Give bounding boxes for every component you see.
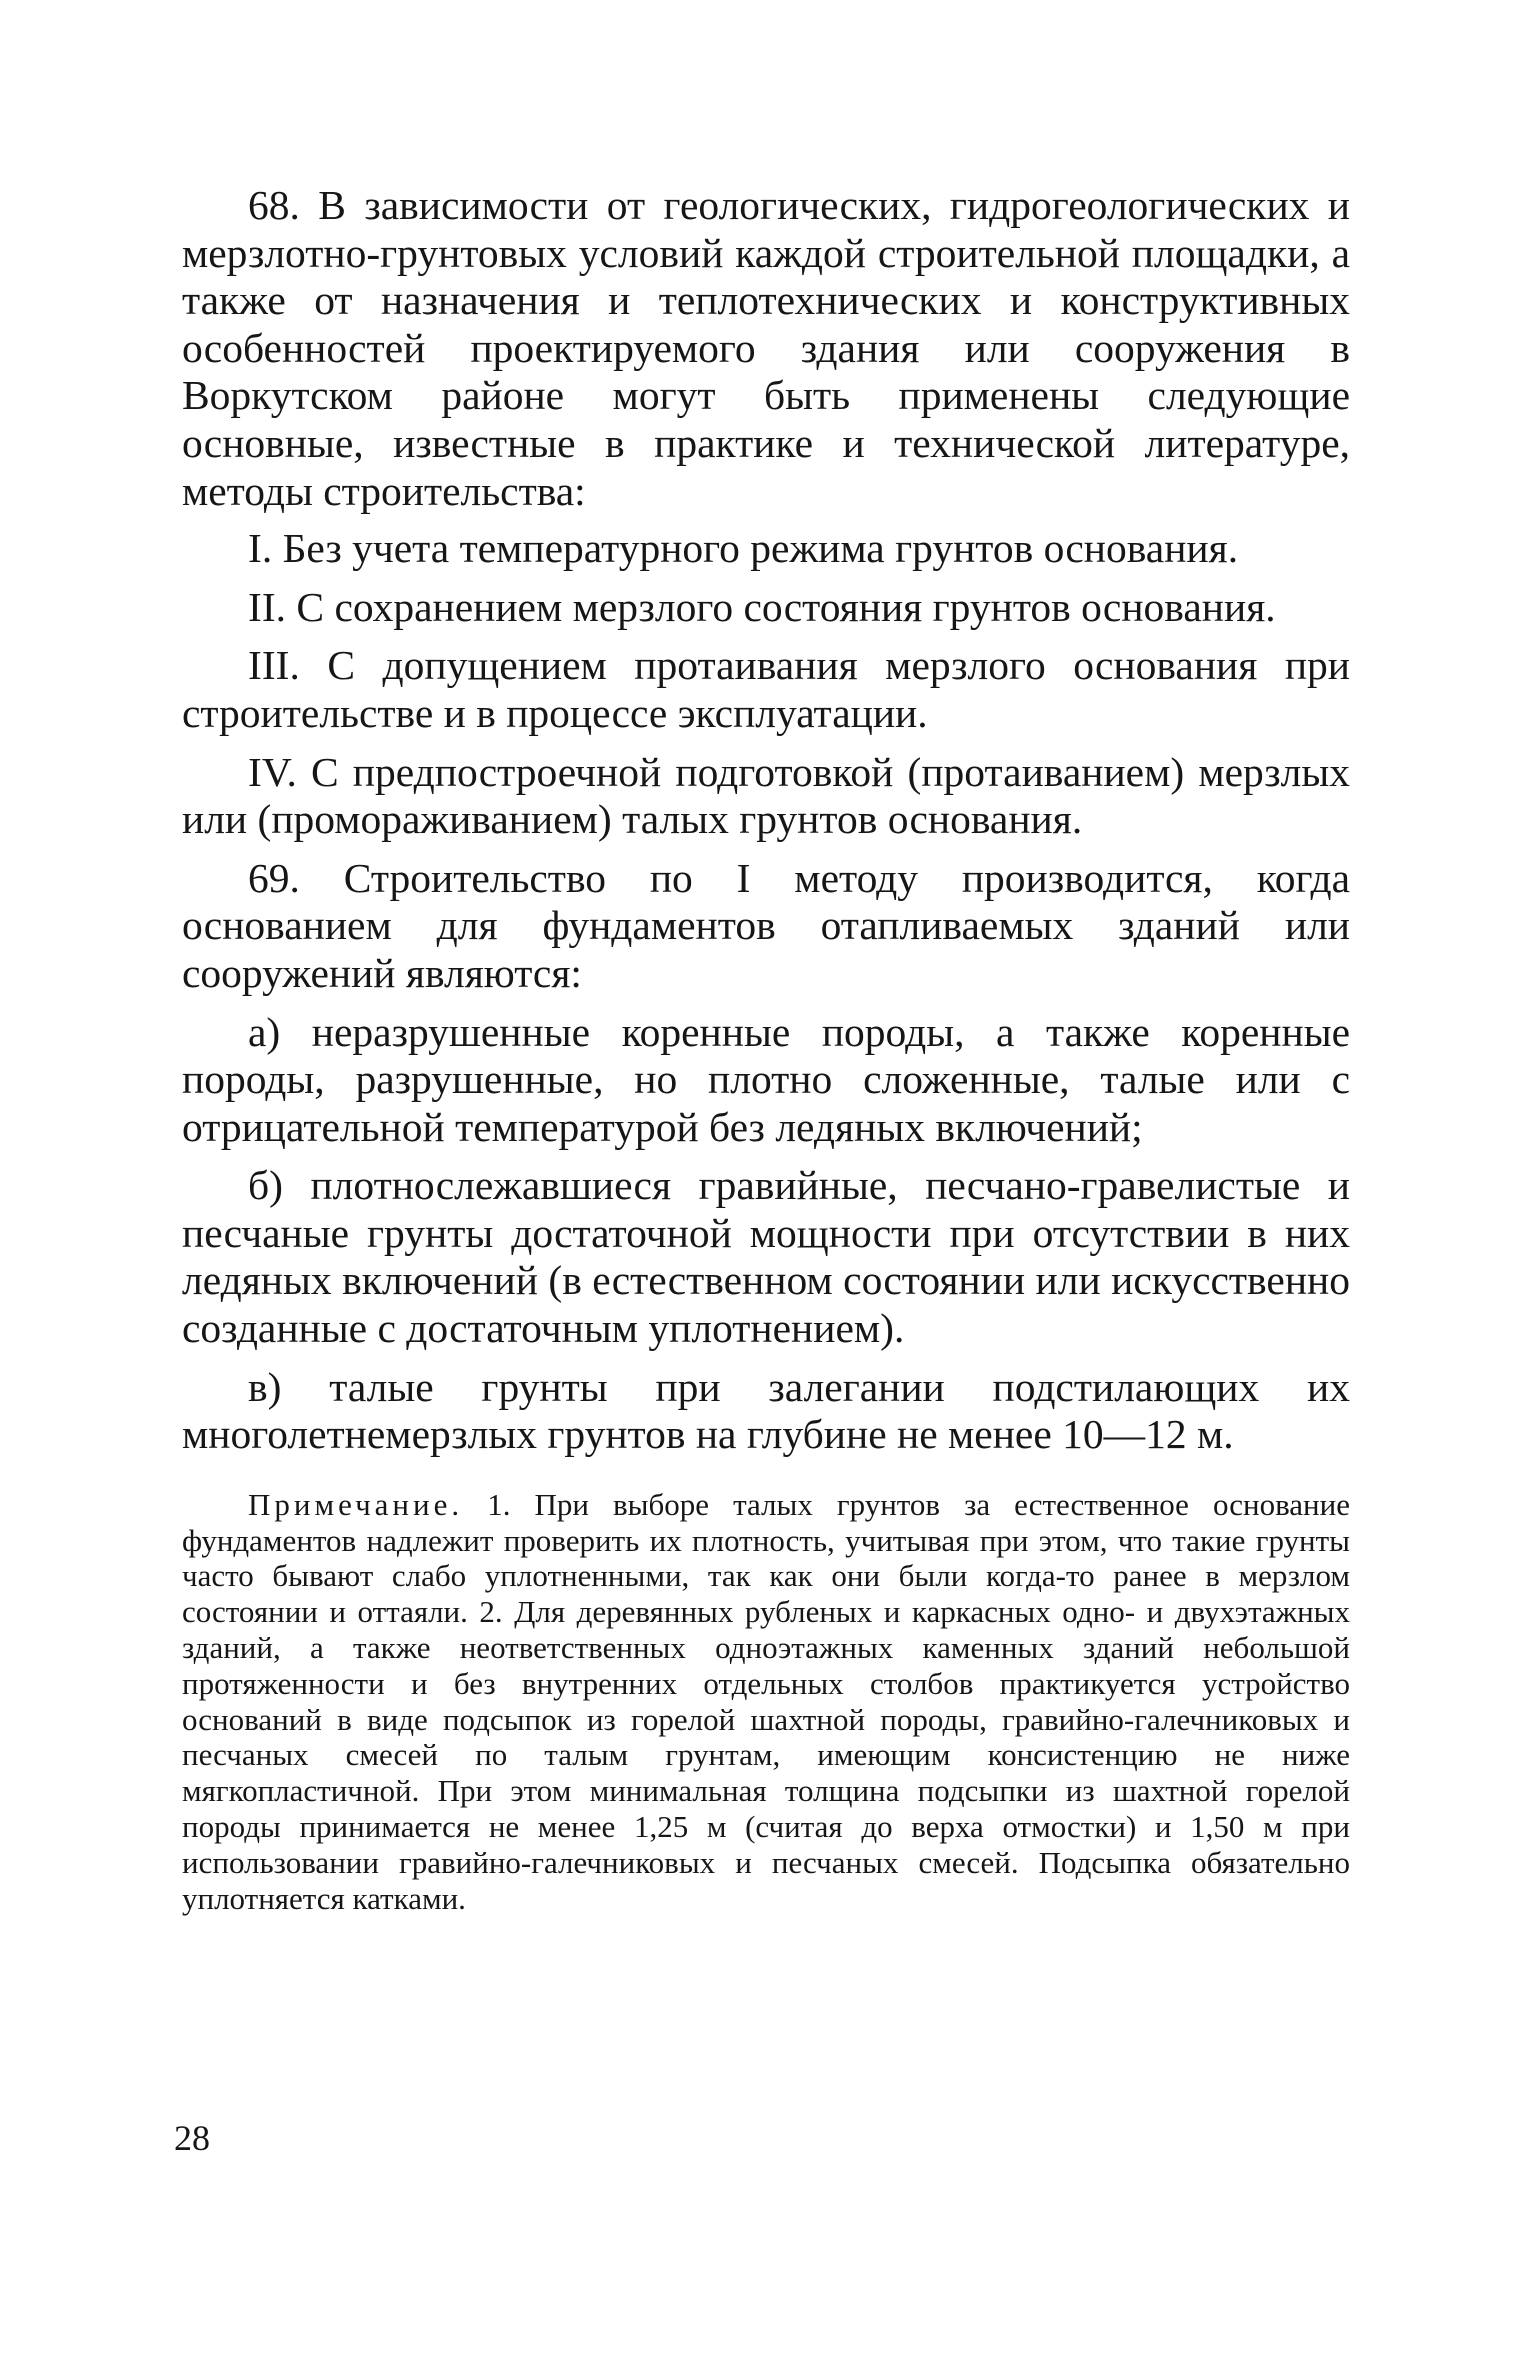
item-a: а) неразрушенные коренные породы, а также коренные породы, разрушенные, но плотно сложенные, талые или с отрицательной температурой без ледяных включений; [182, 1008, 1350, 1150]
method-1: I. Без учета температурного режима грунтов основания. [248, 525, 1239, 572]
method-2: II. С сохранением мерзлого состояния грунтов основания. [248, 583, 1276, 630]
page-body [182, 182, 1350, 1947]
method-4: IV. С предпостроечной подготовкой (протаиванием) мерзлых или (промораживанием) талых грунтов основания. [182, 748, 1350, 843]
method-3: III. С допущением протаивания мерзлого основания при строительстве и в процессе эксплуатации. [182, 642, 1350, 736]
page-number: 28 [174, 2118, 210, 2158]
paragraph-69: 69. Строительство по I методу производится, когда основанием для фундаментов отапливаемых зданий или сооружений являются: [182, 854, 1350, 996]
item-v: в) талые грунты при залегании подстилающих их многолетнемерзлых грунтов на глубине не менее 10—12 м. [182, 1363, 1350, 1458]
note-label: Примечание. [248, 1486, 464, 1522]
item-b: б) плотнослежавшиеся гравийные, песчано-гравелистые и песчаные грунты достаточной мощности при отсутствии в них ледяных включений (в естественном состоянии или искусственно созданные с достаточным уплотнением). [182, 1162, 1350, 1352]
paragraph-68: 68. В зависимости от геологических, гидрогеологических и мерзлотно-грунтовых условий каждой строительной площадки, а также от назначения и теплотехнических и конструктивных особенностей проектируемого здания или сооружения в Воркутском районе могут быть применены следующие основные, известные в практике и технической литературе, методы строительства: [182, 182, 1350, 514]
note-block [182, 1487, 1350, 1917]
note-text: 1. При выборе талых грунтов за естественное основание фундаментов надлежит проверить их плотность, учитывая при этом, что такие грунты часто бывают слабо уплотненными, так как они были когда-то ранее в мерзлом состоянии и оттаяли. 2. Для деревянных рубленых и каркасных одно- и двухэтажных зданий, а также неответственных одноэтажных каменных зданий небольшой протяженности и без внутренних отдельных столбов практикуется устройство оснований в виде подсыпок из горелой шахтной породы, гравийно-галечниковых и песчаных смесей по талым грунтам, имеющим консистенцию не ниже мягкопластичной. При этом минимальная толщина подсыпки из шахтной горелой породы принимается не менее 1,25 м (считая до верха отмостки) и 1,50 м при использовании гравийно-галечниковых и песчаных смесей. Подсыпка обязательно уплотняется катками. [182, 1486, 1350, 1916]
